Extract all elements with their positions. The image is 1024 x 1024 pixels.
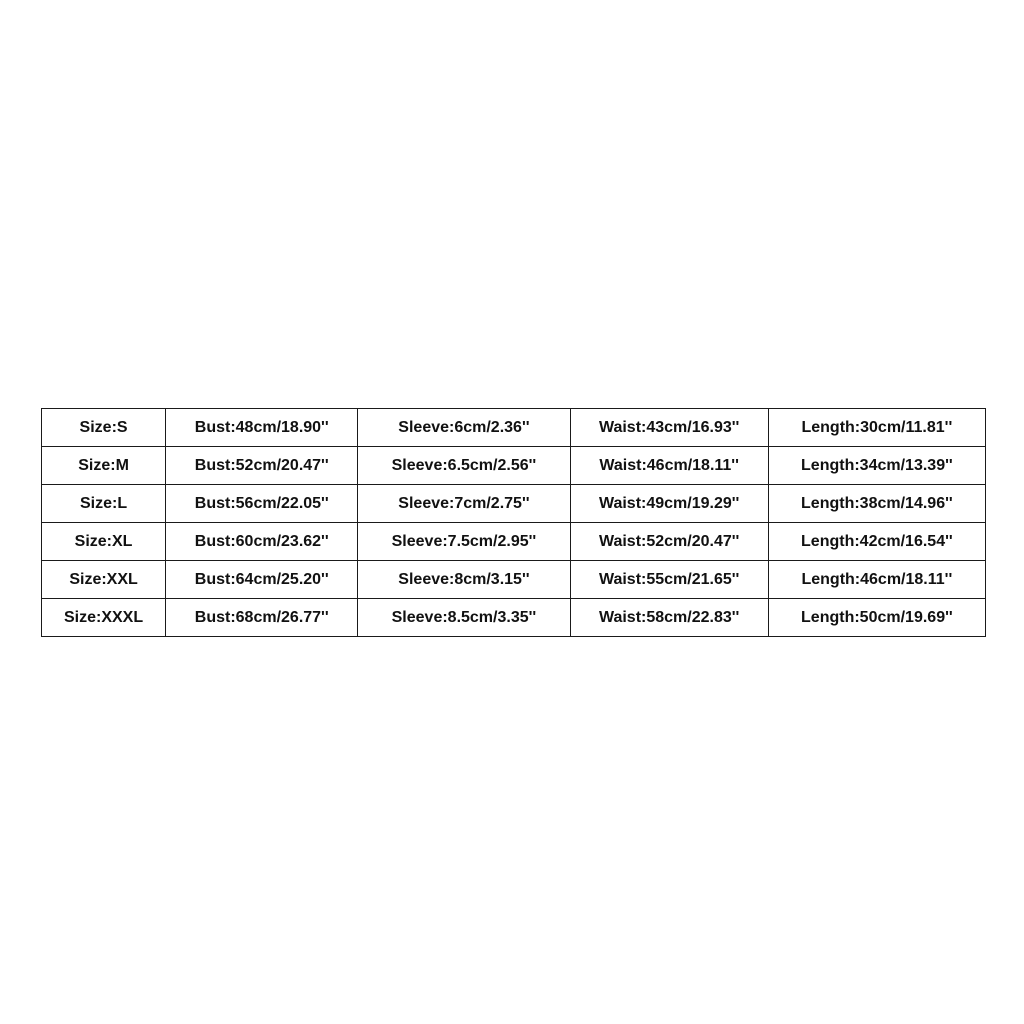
length-cell: Length:46cm/18.11'' <box>768 561 985 599</box>
table-row <box>42 409 986 447</box>
length-cell: Length:34cm/13.39'' <box>768 447 985 485</box>
sleeve-cell: Sleeve:7.5cm/2.95'' <box>358 523 570 561</box>
size-cell: Size:XXXL <box>42 599 166 637</box>
waist-cell: Waist:58cm/22.83'' <box>570 599 768 637</box>
bust-cell: Bust:48cm/18.90'' <box>166 409 358 447</box>
waist-cell: Waist:46cm/18.11'' <box>570 447 768 485</box>
bust-cell: Bust:56cm/22.05'' <box>166 485 358 523</box>
sleeve-cell: Sleeve:7cm/2.75'' <box>358 485 570 523</box>
size-cell: Size:S <box>42 409 166 447</box>
size-cell: Size:XL <box>42 523 166 561</box>
size-chart-table <box>41 408 986 637</box>
waist-cell: Waist:55cm/21.65'' <box>570 561 768 599</box>
bust-cell: Bust:64cm/25.20'' <box>166 561 358 599</box>
table-row <box>42 485 986 523</box>
size-chart-body <box>42 409 986 637</box>
length-cell: Length:38cm/14.96'' <box>768 485 985 523</box>
table-row <box>42 599 986 637</box>
waist-cell: Waist:49cm/19.29'' <box>570 485 768 523</box>
table-row <box>42 447 986 485</box>
sleeve-cell: Sleeve:6.5cm/2.56'' <box>358 447 570 485</box>
waist-cell: Waist:43cm/16.93'' <box>570 409 768 447</box>
length-cell: Length:50cm/19.69'' <box>768 599 985 637</box>
waist-cell: Waist:52cm/20.47'' <box>570 523 768 561</box>
sleeve-cell: Sleeve:8cm/3.15'' <box>358 561 570 599</box>
bust-cell: Bust:60cm/23.62'' <box>166 523 358 561</box>
size-cell: Size:XXL <box>42 561 166 599</box>
size-cell: Size:L <box>42 485 166 523</box>
table-row <box>42 523 986 561</box>
bust-cell: Bust:68cm/26.77'' <box>166 599 358 637</box>
sleeve-cell: Sleeve:8.5cm/3.35'' <box>358 599 570 637</box>
table-row <box>42 561 986 599</box>
length-cell: Length:30cm/11.81'' <box>768 409 985 447</box>
size-cell: Size:M <box>42 447 166 485</box>
bust-cell: Bust:52cm/20.47'' <box>166 447 358 485</box>
sleeve-cell: Sleeve:6cm/2.36'' <box>358 409 570 447</box>
length-cell: Length:42cm/16.54'' <box>768 523 985 561</box>
